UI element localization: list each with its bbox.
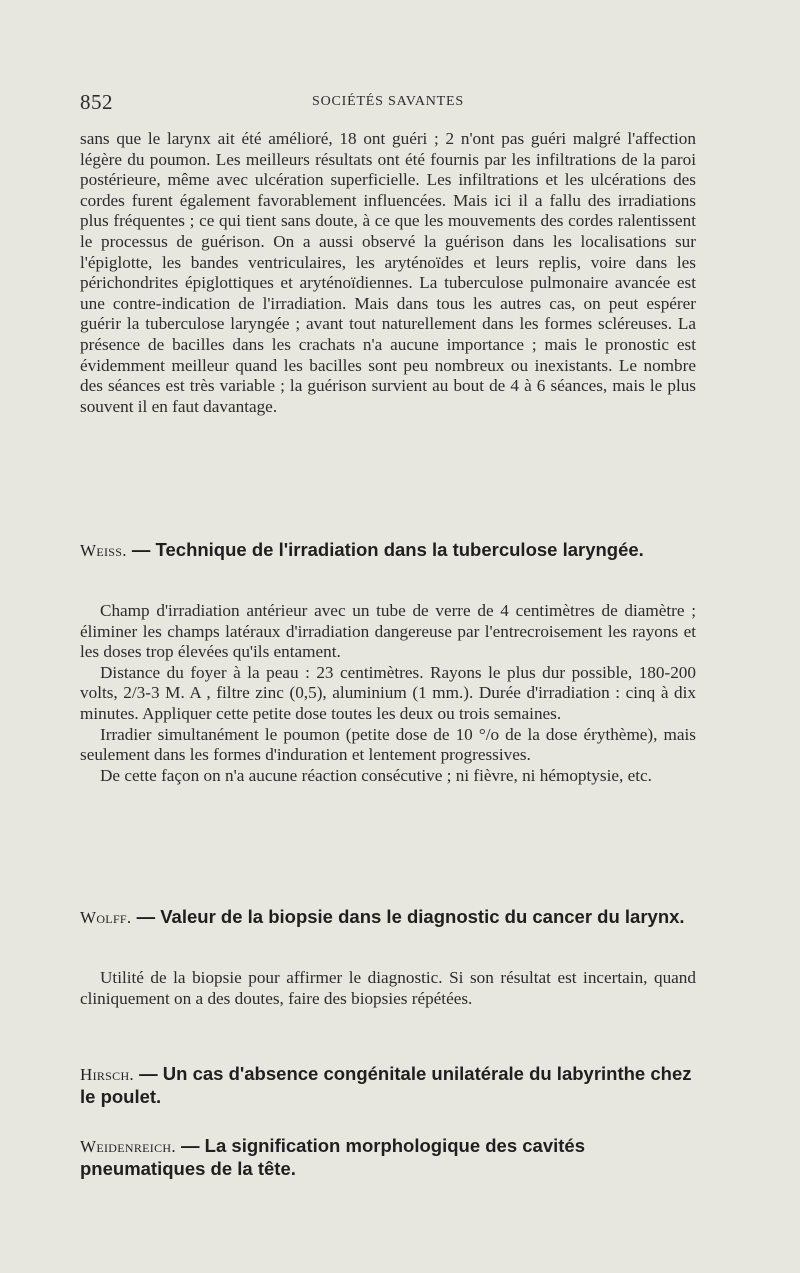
section-heading-hirsch [80,1063,696,1108]
page-header [80,90,700,114]
paragraph-text: sans que le larynx ait été amélioré, 18 ont guéri ; 2 n'ont pas guéri malgré l'affection légère du poumon. Les meilleurs résultats ont été fournis par les infiltrations de la paroi postérieure, même avec ulcération superficielle. Les infiltrations et les ulcérations des cordes furent également favorablement influencées. Mais ici il a fallu des irradiations plus fréquentes ; ce qui tient sans doute, à ce que les mouvements des cordes ralentissent le processus de guérison. On a aussi observé la guérison dans les localisations sur l'épiglotte, les bandes ventriculaires, les aryténoïdes et leurs replis, voire dans les périchondrites épiglottiques et aryténoïdiennes. La tuberculose pulmonaire avancée est une contre-indication de l'irradiation. Mais dans tous les autres cas, on peut espérer guérir la tuberculose laryngée ; avant tout naturellement dans les formes scléreuses. La présence de bacilles dans les crachats n'a aucune importance ; mais le pronostic est évidemment meilleur quand les bacilles sont peu nombreux ou inexistants. Le nombre des séances est très variable ; la guérison survient au bout de 4 à 6 séances, mais le plus souvent il en faut davantage. [80,129,696,416]
section-body-weiss [80,601,696,786]
paragraph-text: Distance du foyer à la peau : 23 centimètres. Rayons le plus dur possible, 180-200 volts, 2/3-3 M. A , filtre zinc (0,5), aluminium (1 mm.). Durée d'irradiation : cinq à dix minutes. Appliquer cette petite dose toutes les deux ou trois semaines. [80,662,696,723]
section-author: Weiss. [80,541,127,560]
section-body-wolff [80,968,696,1009]
intro-paragraph [80,129,696,417]
section-author: Hirsch. [80,1065,134,1084]
paragraph-text: Utilité de la biopsie pour affirmer le diagnostic. Si son résultat est incertain, quand cliniquement on a des doutes, faire des biopsies répétées. [80,968,696,1008]
section-title: — Valeur de la biopsie dans le diagnostic du cancer du larynx. [136,906,685,927]
section-heading-wolff [80,906,696,929]
page-number: 852 [80,90,113,114]
paragraph-text: De cette façon on n'a aucune réaction consécutive ; ni fièvre, ni hémoptysie, etc. [100,765,652,785]
section-author: Weidenreich. [80,1137,176,1156]
section-title: — Un cas d'absence congénitale unilatérale du labyrinthe chez le poulet. [80,1063,692,1107]
paragraph-text: Irradier simultanément le poumon (petite dose de 10 °/o de la dose érythème), mais seulement dans les formes d'induration et lentement progressives. [80,724,696,765]
section-author: Wolff. [80,908,132,927]
section-title: — Technique de l'irradiation dans la tuberculose laryngée. [131,539,644,560]
section-title: — La signification morphologique des cavités pneumatiques de la tête. [80,1135,586,1179]
section-heading-weidenreich [80,1135,696,1180]
running-head: SOCIÉTÉS SAVANTES [312,94,464,109]
paragraph-text: Champ d'irradiation antérieur avec un tube de verre de 4 centimètres de diamètre ; éliminer les champs latéraux d'irradiation dangereuse par l'entrecroisement les rayons et les doses trop élevées qu'ils entament. [80,601,696,662]
section-heading-weiss [80,539,696,562]
